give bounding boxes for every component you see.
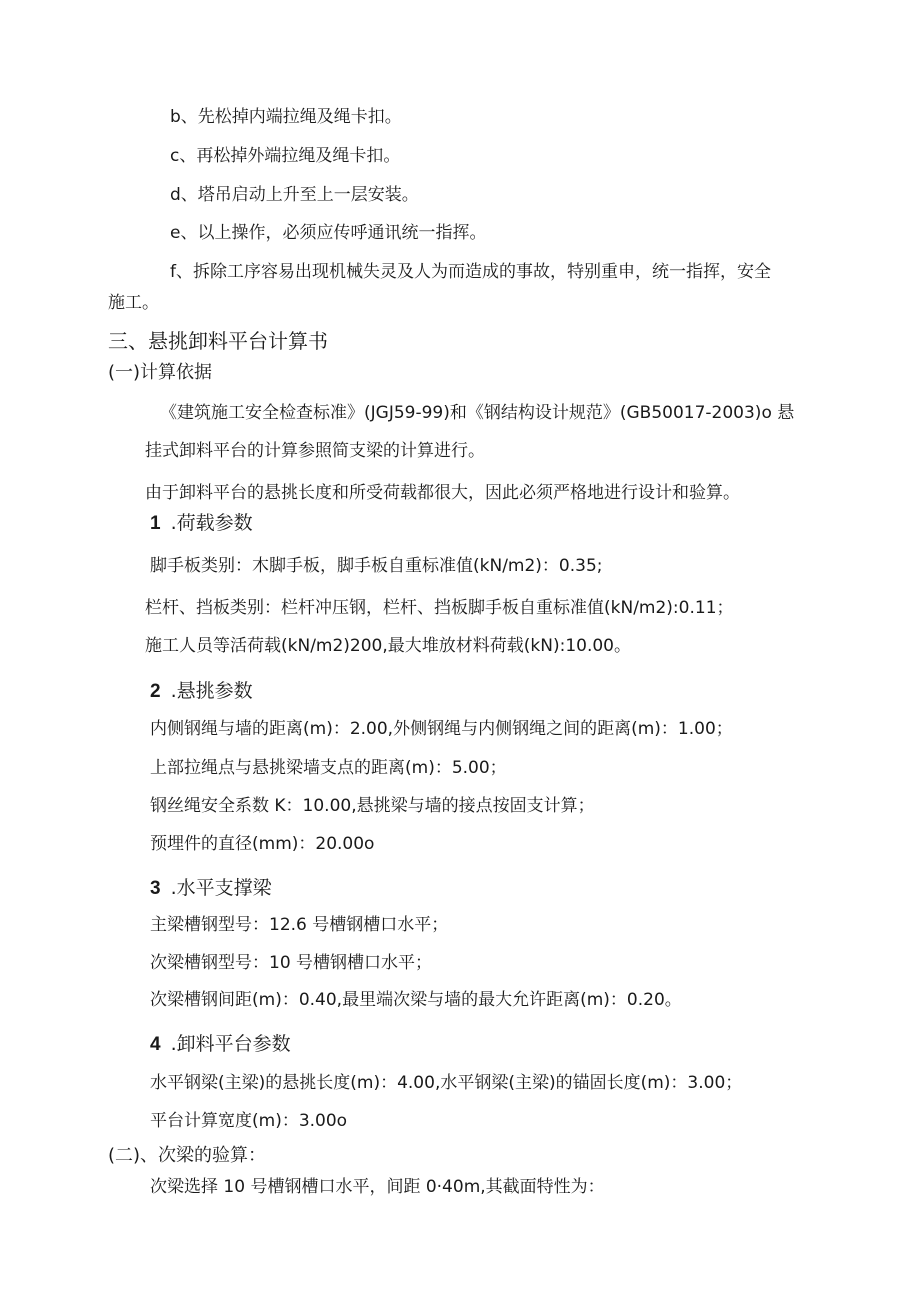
step-b: b、先松掉内端拉绳及绳卡扣。 (170, 107, 402, 127)
basis-paragraph-2: 由于卸料平台的悬挑长度和所受荷载都很大，因此必须严格地进行设计和验算。 (145, 483, 740, 503)
step-c: c、再松掉外端拉绳及绳卡扣。 (170, 146, 401, 166)
step-f-line2: 施工。 (108, 293, 159, 313)
item-title: .水平支撑梁 (170, 877, 272, 899)
section-3-title: 三、悬挑卸料平台计算书 (108, 329, 328, 353)
item-4-heading (150, 1032, 291, 1057)
item-3-line-2: 次梁槽钢型号：10 号槽钢槽口水平； (150, 953, 433, 973)
step-f-line1: f、拆除工序容易出现机械失灵及人为而造成的事故，特别重申，统一指挥，安全 (170, 262, 771, 282)
item-number: 3 (150, 878, 161, 899)
item-title: .荷载参数 (170, 512, 253, 534)
item-2-line-4: 预埋件的直径(mm)：20.00o (150, 834, 375, 854)
item-2-line-3: 钢丝绳安全系数 K：10.00,悬挑梁与墙的接点按固支计算； (150, 796, 595, 816)
item-number: 4 (150, 1034, 161, 1055)
item-1-line-1: 脚手板类别：木脚手板，脚手板自重标准值(kN∕m2)：0.35; (150, 556, 603, 576)
item-2-line-2: 上部拉绳点与悬挑梁墙支点的距离(m)：5.00； (150, 758, 507, 778)
item-3-line-1: 主梁槽钢型号：12.6 号槽钢槽口水平； (150, 915, 449, 935)
secondary-beam-heading: (二)、次梁的验算： (108, 1145, 267, 1166)
item-2-heading (150, 679, 253, 704)
basis-paragraph-line1: 《建筑施工安全检查标准》(JGJ59-99)和《钢结构设计规范》(GB50017-2003)o 悬 (160, 403, 795, 423)
item-3-heading (150, 876, 272, 901)
secondary-beam-line: 次梁选择 10 号槽钢槽口水平，间距 0·40m,其截面特性为： (150, 1177, 605, 1197)
basis-heading: (一)计算依据 (108, 362, 213, 383)
step-e: e、以上操作，必须应传呼通讯统一指挥。 (170, 223, 487, 243)
item-number: 1 (150, 513, 161, 534)
item-3-line-3: 次梁槽钢间距(m)：0.40,最里端次梁与墙的最大允许距离(m)：0.20。 (150, 990, 682, 1010)
step-d: d、塔吊启动上升至上一层安装。 (170, 185, 419, 205)
item-4-line-1: 水平钢梁(主梁)的悬挑长度(m)：4.00,水平钢梁(主梁)的锚固长度(m)：3.00； (150, 1073, 743, 1093)
item-1-line-2: 栏杆、挡板类别：栏杆冲压钢，栏杆、挡板脚手板自重标准值(kN∕m2):0.11； (145, 598, 734, 618)
item-number: 2 (150, 681, 161, 702)
basis-paragraph-line2: 挂式卸料平台的计算参照简支梁的计算进行。 (145, 441, 485, 461)
item-4-line-2: 平台计算宽度(m)：3.00o (150, 1111, 348, 1131)
item-title: .悬挑参数 (170, 680, 253, 702)
item-2-line-1: 内侧钢绳与墙的距离(m)：2.00,外侧钢绳与内侧钢绳之间的距离(m)：1.00； (150, 719, 733, 739)
item-title: .卸料平台参数 (170, 1033, 291, 1055)
item-1-heading (150, 511, 253, 536)
item-1-line-3: 施工人员等活荷载(kN∕m2)200,最大堆放材料荷载(kN):10.00。 (145, 636, 632, 656)
